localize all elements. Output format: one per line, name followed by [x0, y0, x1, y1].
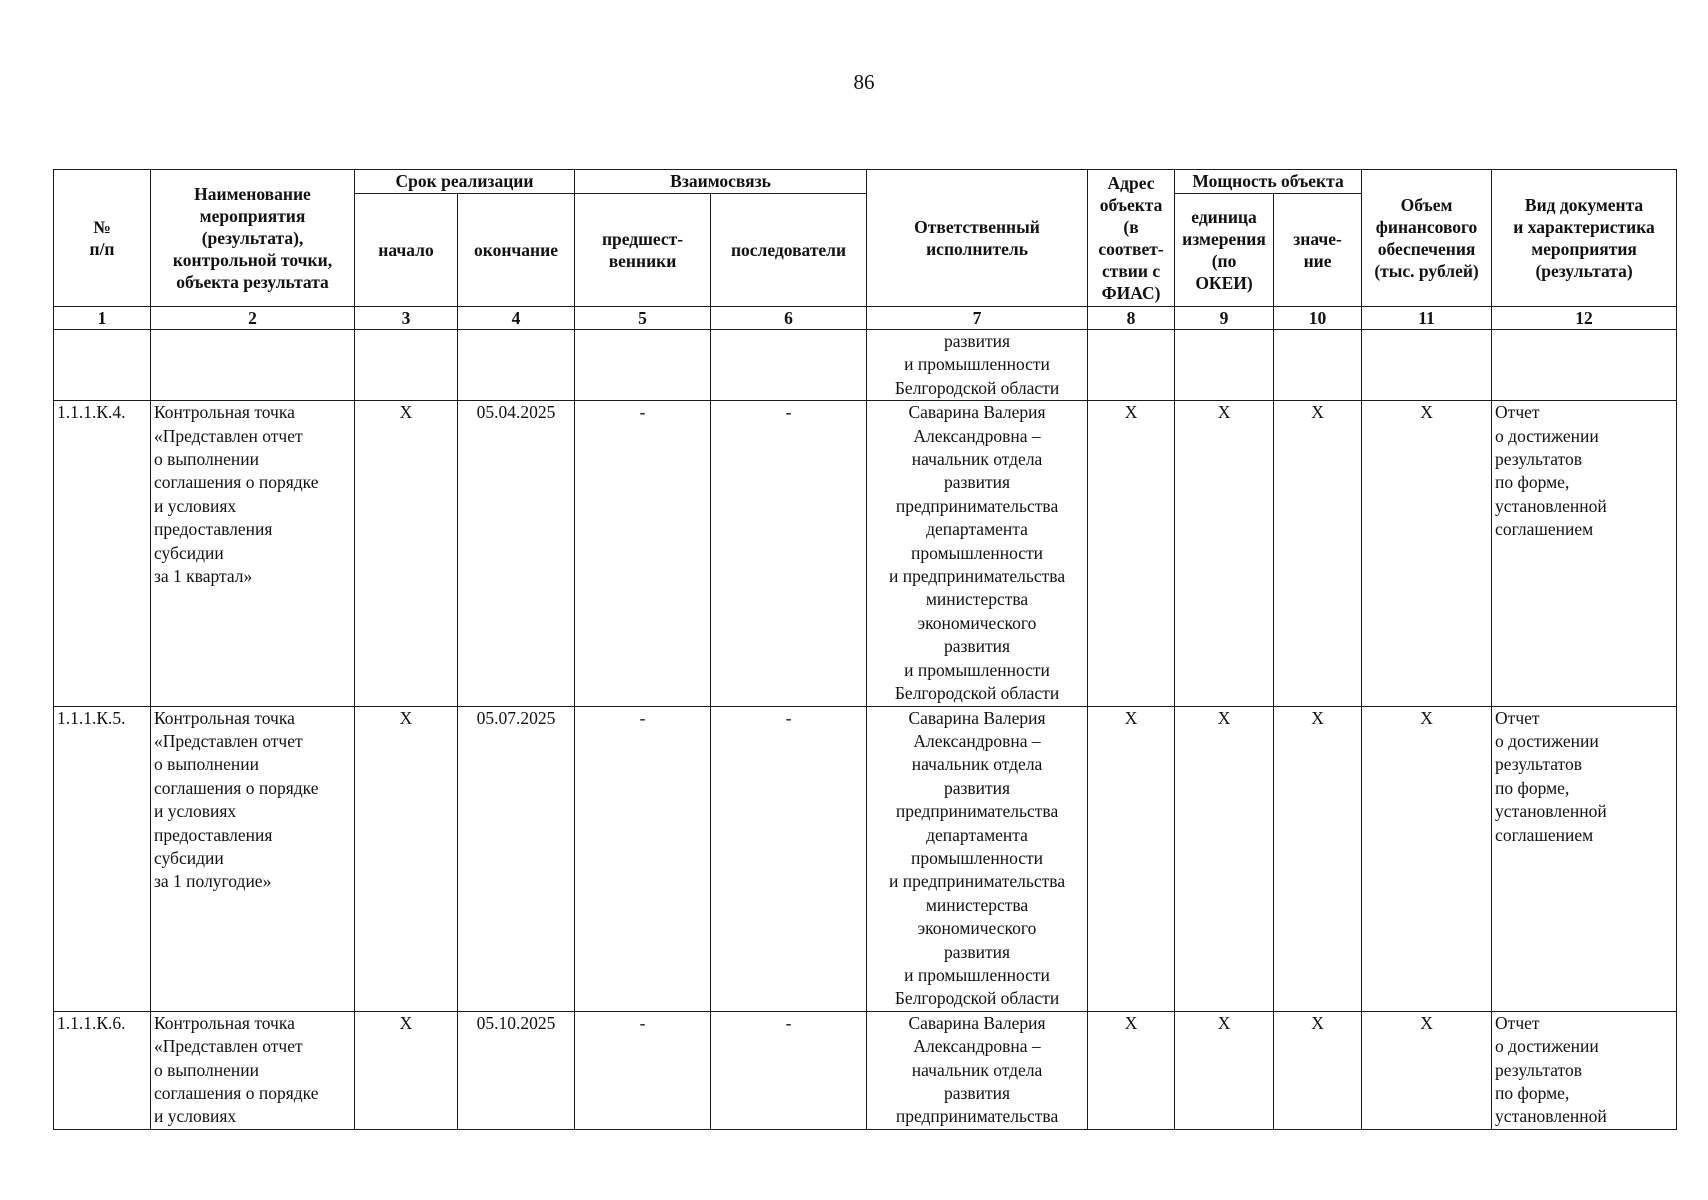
cell-unit: X	[1175, 1011, 1274, 1129]
table-row	[54, 706, 1677, 1011]
cell-empty	[1362, 330, 1492, 401]
column-number: 10	[1274, 307, 1362, 330]
continuation-row	[54, 330, 1677, 401]
cell-empty	[355, 330, 458, 401]
cell-address: X	[1088, 1011, 1175, 1129]
cell-funding: X	[1362, 401, 1492, 706]
header-term-end: окончание	[458, 194, 575, 307]
cell-responsible: Саварина Валерия Александровна – начальник отдела развития предпринимательства	[867, 1011, 1088, 1129]
cell-unit: X	[1175, 706, 1274, 1011]
table-row	[54, 1011, 1677, 1129]
cell-address: X	[1088, 401, 1175, 706]
cell-end: 05.04.2025	[458, 401, 575, 706]
header-num: № п/п	[54, 170, 151, 307]
header-link-succ: последователи	[711, 194, 867, 307]
cell-num: 1.1.1.К.6.	[54, 1011, 151, 1129]
cell-value: X	[1274, 1011, 1362, 1129]
cell-pred: -	[575, 706, 711, 1011]
cell-succ: -	[711, 401, 867, 706]
header-row-top	[54, 170, 1677, 194]
column-number: 8	[1088, 307, 1175, 330]
column-number: 12	[1492, 307, 1677, 330]
header-link-group: Взаимосвязь	[575, 170, 867, 194]
cell-num: 1.1.1.К.4.	[54, 401, 151, 706]
cell-responsible: Саварина Валерия Александровна – начальник отдела развития предпринимательства департамента промышленности и предпринимательства министерства экономического развития и промышленности Белгородской области	[867, 706, 1088, 1011]
cell-empty	[1274, 330, 1362, 401]
cell-responsible: развития и промышленности Белгородской области	[867, 330, 1088, 401]
header-responsible: Ответственный исполнитель	[867, 170, 1088, 307]
cell-name: Контрольная точка «Представлен отчет о выполнении соглашения о порядке и условиях предоставления субсидии за 1 квартал»	[151, 401, 355, 706]
cell-empty	[1175, 330, 1274, 401]
column-number: 1	[54, 307, 151, 330]
cell-empty	[1088, 330, 1175, 401]
column-number: 3	[355, 307, 458, 330]
column-number: 9	[1175, 307, 1274, 330]
column-number: 5	[575, 307, 711, 330]
cell-empty	[1492, 330, 1677, 401]
column-number: 11	[1362, 307, 1492, 330]
page-number: 86	[853, 70, 875, 94]
cell-doc: Отчет о достижении результатов по форме, установленной	[1492, 1011, 1677, 1129]
cell-start: X	[355, 706, 458, 1011]
cell-empty	[458, 330, 575, 401]
header-capacity-group: Мощность объекта	[1175, 170, 1362, 194]
cell-name: Контрольная точка «Представлен отчет о выполнении соглашения о порядке и условиях	[151, 1011, 355, 1129]
cell-end: 05.07.2025	[458, 706, 575, 1011]
cell-start: X	[355, 401, 458, 706]
cell-pred: -	[575, 401, 711, 706]
column-number: 4	[458, 307, 575, 330]
header-doc-type: Вид документа и характеристика мероприятия (результата)	[1492, 170, 1677, 307]
header-name: Наименование мероприятия (результата), контрольной точки, объекта результата	[151, 170, 355, 307]
header-term-group: Срок реализации	[355, 170, 575, 194]
header-capacity-unit: единица измерения (по ОКЕИ)	[1175, 194, 1274, 307]
column-number-row	[54, 307, 1677, 330]
cell-empty	[54, 330, 151, 401]
header-link-pred: предшест- венники	[575, 194, 711, 307]
cell-funding: X	[1362, 1011, 1492, 1129]
cell-value: X	[1274, 401, 1362, 706]
cell-responsible: Саварина Валерия Александровна – начальник отдела развития предпринимательства департамента промышленности и предпринимательства министерства экономического развития и промышленности Белгородской области	[867, 401, 1088, 706]
cell-pred: -	[575, 1011, 711, 1129]
cell-num: 1.1.1.К.5.	[54, 706, 151, 1011]
header-address: Адрес объекта (в соответ- ствии с ФИАС)	[1088, 170, 1175, 307]
cell-empty	[711, 330, 867, 401]
cell-funding: X	[1362, 706, 1492, 1011]
column-number: 6	[711, 307, 867, 330]
header-term-start: начало	[355, 194, 458, 307]
cell-name: Контрольная точка «Представлен отчет о выполнении соглашения о порядке и условиях предоставления субсидии за 1 полугодие»	[151, 706, 355, 1011]
cell-value: X	[1274, 706, 1362, 1011]
cell-doc: Отчет о достижении результатов по форме, установленной соглашением	[1492, 401, 1677, 706]
header-capacity-value: значе- ние	[1274, 194, 1362, 307]
cell-doc: Отчет о достижении результатов по форме, установленной соглашением	[1492, 706, 1677, 1011]
header-funding: Объем финансового обеспечения (тыс. рублей)	[1362, 170, 1492, 307]
cell-empty	[575, 330, 711, 401]
cell-succ: -	[711, 706, 867, 1011]
cell-succ: -	[711, 1011, 867, 1129]
column-number: 2	[151, 307, 355, 330]
cell-start: X	[355, 1011, 458, 1129]
cell-address: X	[1088, 706, 1175, 1011]
cell-empty	[151, 330, 355, 401]
column-number: 7	[867, 307, 1088, 330]
activity-plan-table	[53, 169, 1677, 1130]
cell-end: 05.10.2025	[458, 1011, 575, 1129]
table-row	[54, 401, 1677, 706]
cell-unit: X	[1175, 401, 1274, 706]
